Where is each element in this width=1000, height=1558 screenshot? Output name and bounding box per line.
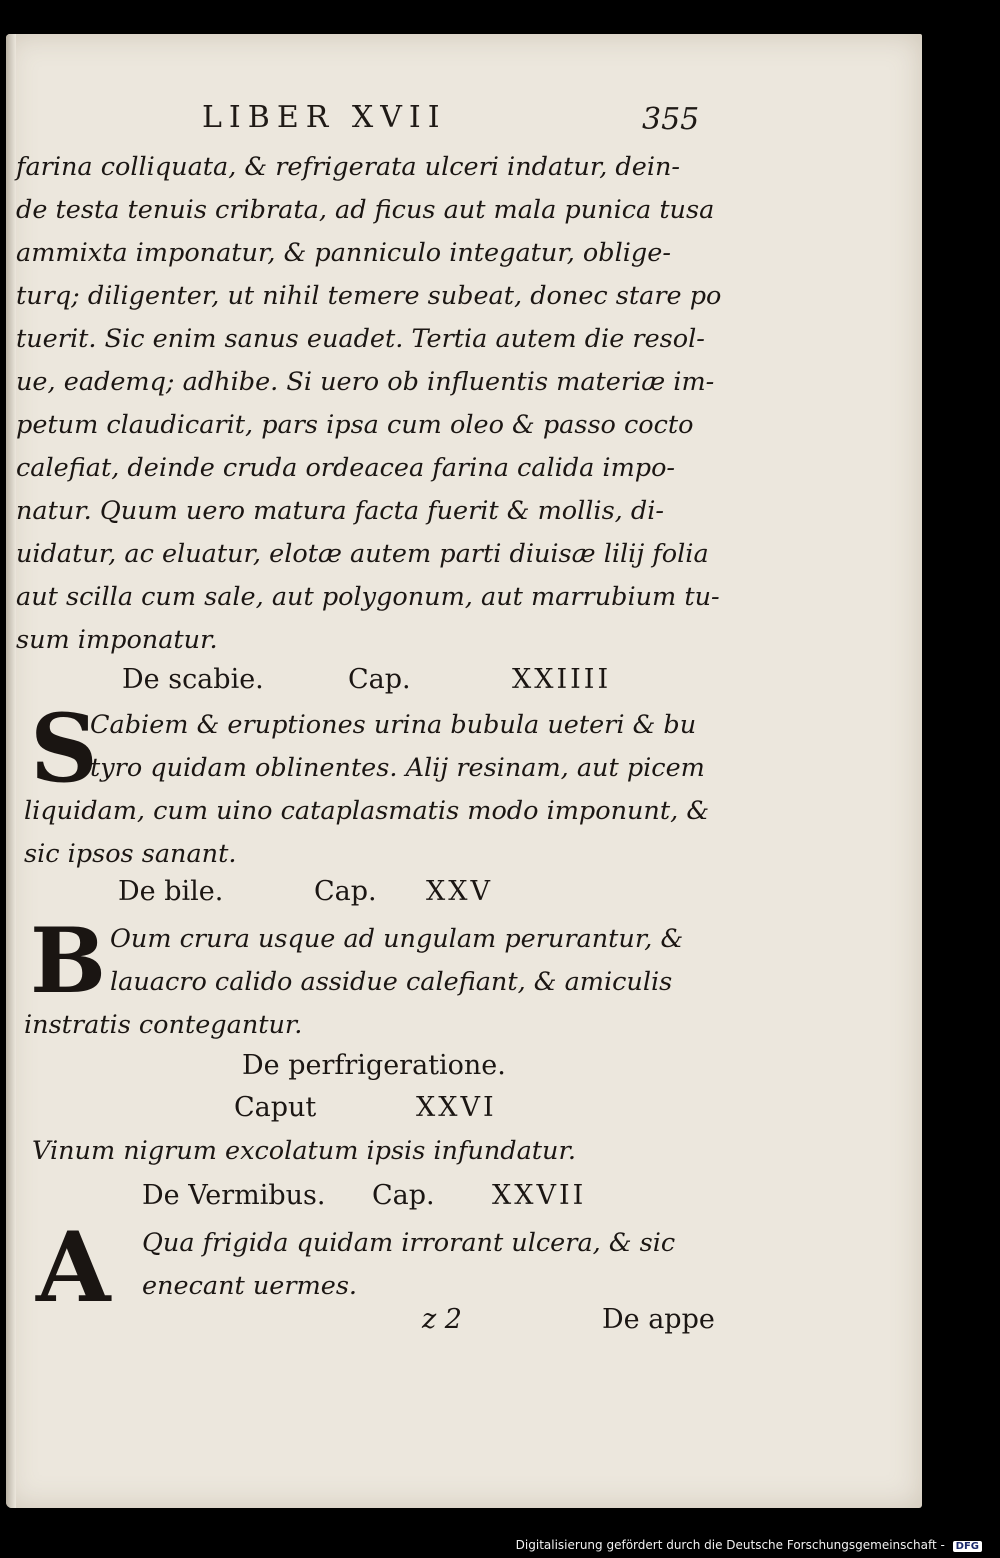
text-line: turq; diligenter, ut nihil temere subeat, donec stare po — [16, 281, 722, 311]
digitization-credit — [516, 1538, 982, 1552]
running-head — [6, 100, 922, 140]
chapter-24-lines — [24, 790, 710, 876]
text-line: Oum crura usque ad ungulam perurantur, & — [110, 924, 684, 954]
text-line: lauacro calido assidue calefiant, & amiculis — [110, 967, 673, 997]
text-line: Cabiem & eruptiones urina bubula ueteri & bu — [90, 710, 697, 740]
chapter-26-lines — [32, 1130, 712, 1173]
text-line: tuerit. Sic enim sanus euadet. Tertia autem die resol- — [16, 324, 705, 354]
credit-text: Digitalisierung gefördert durch die Deutsche Forschungsgemeinschaft - — [515, 1538, 945, 1552]
chapter-cap: Caput — [234, 1092, 317, 1123]
chapter-number: XXVII — [492, 1180, 587, 1211]
text-line: tyro quidam oblinentes. Alij resinam, aut picem — [90, 753, 705, 783]
chapter-24-lines-indented — [90, 704, 705, 790]
page-number: 355 — [642, 102, 700, 137]
chapter-number: XXV — [426, 876, 493, 907]
text-line: enecant uermes. — [142, 1271, 358, 1301]
text-line: uidatur, ac eluatur, elotæ autem parti diuisæ lilij folia — [16, 539, 709, 569]
chapter-heading-26 — [242, 1050, 602, 1086]
text-line: sum imponatur. — [16, 625, 218, 655]
text-line: liquidam, cum uino cataplasmatis modo imponunt, & — [24, 796, 710, 826]
text-line: Qua frigida quidam irrorant ulcera, & sic — [142, 1228, 676, 1258]
text-line: sic ipsos sanant. — [24, 839, 237, 869]
chapter-27-lines — [142, 1222, 702, 1308]
chapter-subheading-26 — [234, 1092, 594, 1128]
chapter-heading-27 — [142, 1180, 702, 1216]
chapter-title: De Vermibus. — [142, 1180, 326, 1211]
chapter-title: De bile. — [118, 876, 224, 907]
chapter-title: De scabie. — [122, 664, 264, 695]
chapter-heading-25 — [118, 876, 678, 912]
text-line: Vinum nigrum excolatum ipsis infundatur. — [32, 1136, 576, 1166]
chapter-title: De perfrigeratione. — [242, 1050, 506, 1081]
catchword: De appe — [602, 1304, 715, 1335]
chapter-heading-24 — [122, 664, 682, 700]
chapter-number: XXVI — [416, 1092, 497, 1123]
chapter-25-lines-indented — [110, 918, 700, 1004]
drop-cap: S — [30, 694, 98, 804]
opening-paragraph — [16, 146, 722, 662]
text-line: petum claudicarit, pars ipsa cum oleo & passo cocto — [16, 410, 694, 440]
text-line: de testa tenuis cribrata, ad ficus aut mala punica tusa — [16, 195, 715, 225]
chapter-25-lines — [24, 1004, 704, 1047]
text-line: instratis contegantur. — [24, 1010, 303, 1040]
drop-cap: A — [36, 1211, 111, 1324]
chapter-cap: Cap. — [314, 876, 377, 907]
text-line: aut scilla cum sale, aut polygonum, aut marrubium tu- — [16, 582, 720, 612]
text-line: ue, eademq; adhibe. Si uero ob influentis materiæ im- — [16, 367, 715, 397]
signature-mark: z 2 — [422, 1304, 462, 1335]
text-line: calefiat, deinde cruda ordeacea farina calida impo- — [16, 453, 676, 483]
running-head-title: LIBER XVII — [202, 100, 447, 135]
text-line: farina colliquata, & refrigerata ulceri indatur, dein- — [16, 152, 681, 182]
drop-cap: B — [30, 908, 107, 1014]
chapter-number: XXIIII — [512, 664, 612, 695]
chapter-cap: Cap. — [348, 664, 411, 695]
text-line: natur. Quum uero matura facta fuerit & mollis, di- — [16, 496, 664, 526]
dfg-logo: DFG — [953, 1541, 982, 1552]
text-line: ammixta imponatur, & panniculo integatur, oblige- — [16, 238, 671, 268]
book-page — [6, 34, 922, 1508]
page-fold-shadow — [6, 34, 16, 1508]
chapter-cap: Cap. — [372, 1180, 435, 1211]
